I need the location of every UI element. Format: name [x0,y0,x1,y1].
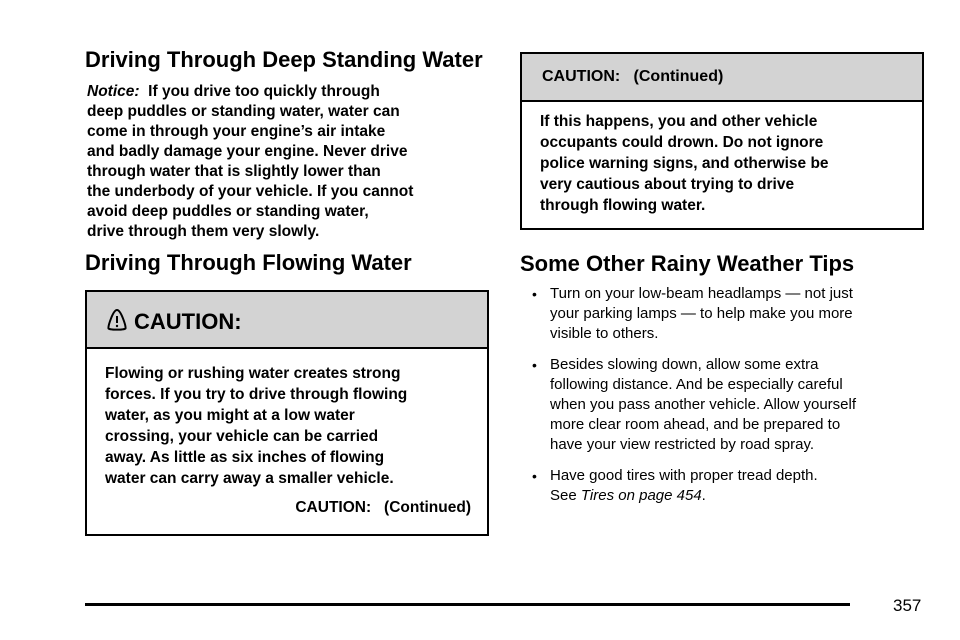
bullet-text: visible to others. [550,325,659,342]
bullet-text: Besides slowing down, allow some extra [550,356,819,373]
list-item [520,466,930,506]
bullet-text: have your view restricted by road spray. [550,436,815,453]
list-item [520,284,930,344]
bullet-text: Have good tires with proper tread depth. [550,467,818,484]
bullet-text: your parking lamps — to help make you more [550,305,853,322]
tips-list [520,284,930,517]
bullet-text [550,486,930,506]
bullet-icon: • [532,357,537,373]
notice-line: and badly damage your engine. Never drive [87,143,408,160]
notice-line: through water that is slightly lower than [87,163,381,180]
caution-triangle-icon [107,309,127,336]
caution-continued-header [522,54,922,102]
caution-continued-line: very cautious about trying to drive [540,176,795,193]
caution-continued-label: CAUTION: (Continued) [295,499,471,516]
footer-rule [85,603,850,606]
caution-box [85,290,489,536]
notice-line: come in through your engine’s air intake [87,123,386,140]
caution-continued-line: through flowing water. [540,197,706,214]
caution-continued-line: If this happens, you and other vehicle [540,113,818,130]
notice-text: If you drive too quickly through [148,83,380,100]
caution-body [87,349,487,489]
period-text: . [701,487,706,504]
caution-continued-line: police warning signs, and otherwise be [540,155,829,172]
caution-title: CAUTION: [134,309,242,334]
bullet-text: Turn on your low-beam headlamps — not just [550,285,853,302]
notice-line: drive through them very slowly. [87,223,320,240]
bullet-icon: • [532,468,537,484]
list-item [520,355,930,455]
cross-reference-link[interactable]: Tires on page 454 [580,487,702,504]
bullet-text: more clear room ahead, and be prepared to [550,416,841,433]
heading-deep-standing-water: Driving Through Deep Standing Water [85,47,483,72]
heading-rainy-weather-tips: Some Other Rainy Weather Tips [520,251,855,276]
heading-flowing-water: Driving Through Flowing Water [85,250,412,275]
caution-line: water, as you might at a low water [105,407,355,424]
bullet-icon: • [532,286,537,302]
caution-continued-line: occupants could drown. Do not ignore [540,134,824,151]
caution-line: away. As little as six inches of flowing [105,449,385,466]
bullet-text: when you pass another vehicle. Allow yourself [550,396,857,413]
caution-continued-body [522,102,922,216]
caution-header [87,292,487,349]
see-text: See [550,487,577,504]
caution-line: forces. If you try to drive through flowing [105,386,408,403]
page-number: 357 [893,596,922,615]
caution-continued-title: CAUTION: (Continued) [542,68,724,85]
notice-line: deep puddles or standing water, water can [87,103,400,120]
caution-line: water can carry away a smaller vehicle. [105,470,394,487]
caution-continued-box [520,52,924,230]
notice-line-1 [87,82,413,102]
notice-paragraph [87,82,413,242]
caution-line: crossing, your vehicle can be carried [105,428,379,445]
caution-line: Flowing or rushing water creates strong [105,365,401,382]
notice-label: Notice: [87,83,140,100]
notice-line: the underbody of your vehicle. If you cannot [87,183,414,200]
notice-line: avoid deep puddles or standing water, [87,203,369,220]
bullet-text: following distance. And be especially careful [550,376,843,393]
